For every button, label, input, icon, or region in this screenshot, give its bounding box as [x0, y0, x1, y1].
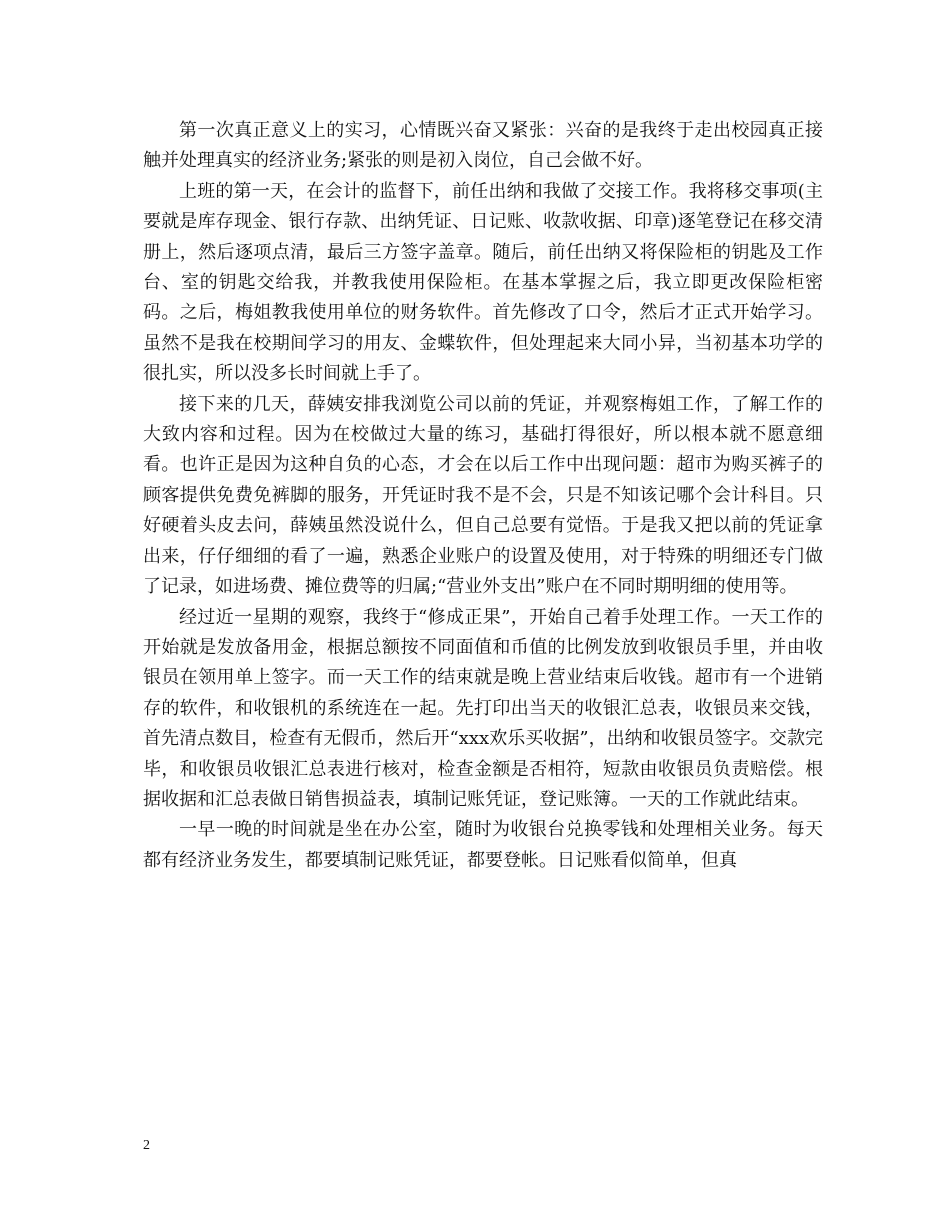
- paragraph-1: 第一次真正意义上的实习，心情既兴奋又紧张：兴奋的是我终于走出校园真正接触并处理真实的经济业务;紧张的则是初入岗位，自己会做不好。: [143, 120, 823, 172]
- paragraph-4: 经过近一星期的观察，我终于“修成正果”，开始自己着手处理工作。一天工作的开始就是发放备用金，根据总额按不同面值和币值的比例发放到收银员手里，并由收银员在领用单上签字。而一天工作的结束就是晚上营业结束后收钱。超市有一个进销存的软件，和收银机的系统连在一起。先打印出当天的收银汇总表，收银员来交钱，首先清点数目，检查有无假币，然后开“xxx欢乐买收据”，出纳和收银员签字。交款完毕，和收银员收银汇总表进行核对，检查金额是否相符，短款由收银员负责赔偿。根据收据和汇总表做日销售损益表，填制记账凭证，登记账簿。一天的工作就此结束。: [143, 606, 823, 810]
- paragraph-5: 一早一晚的时间就是坐在办公室，随时为收银台兑换零钱和处理相关业务。每天都有经济业务发生，都要填制记账凭证，都要登帐。日记账看似简单，但真: [143, 819, 823, 871]
- page-number: 2: [143, 1138, 150, 1153]
- document-body: [143, 116, 823, 876]
- paragraph-3: 接下来的几天，薛姨安排我浏览公司以前的凭证，并观察梅姐工作，了解工作的大致内容和过程。因为在校做过大量的练习，基础打得很好，所以根本就不愿意细看。也许正是因为这种自负的心态，才会在以后工作中出现问题：超市为购买裤子的顾客提供免费免裤脚的服务，开凭证时我不是不会，只是不知该记哪个会计科目。只好硬着头皮去问，薛姨虽然没说什么，但自己总要有觉悟。于是我又把以前的凭证拿出来，仔仔细细的看了一遍，熟悉企业账户的设置及使用，对于特殊的明细还专门做了记录，如进场费、摊位费等的归属;“营业外支出”账户在不同时期明细的使用等。: [143, 393, 823, 598]
- paragraph-2: 上班的第一天，在会计的监督下，前任出纳和我做了交接工作。我将移交事项(主要就是库存现金、银行存款、出纳凭证、日记账、收款收据、印章)逐笔登记在移交清册上，然后逐项点清，最后三方签字盖章。随后，前任出纳又将保险柜的钥匙及工作台、室的钥匙交给我，并教我使用保险柜。在基本掌握之后，我立即更改保险柜密码。之后，梅姐教我使用单位的财务软件。首先修改了口令，然后才正式开始学习。虽然不是我在校期间学习的用友、金蝶软件，但处理起来大同小异，当初基本功学的很扎实，所以没多长时间就上手了。: [143, 180, 823, 385]
